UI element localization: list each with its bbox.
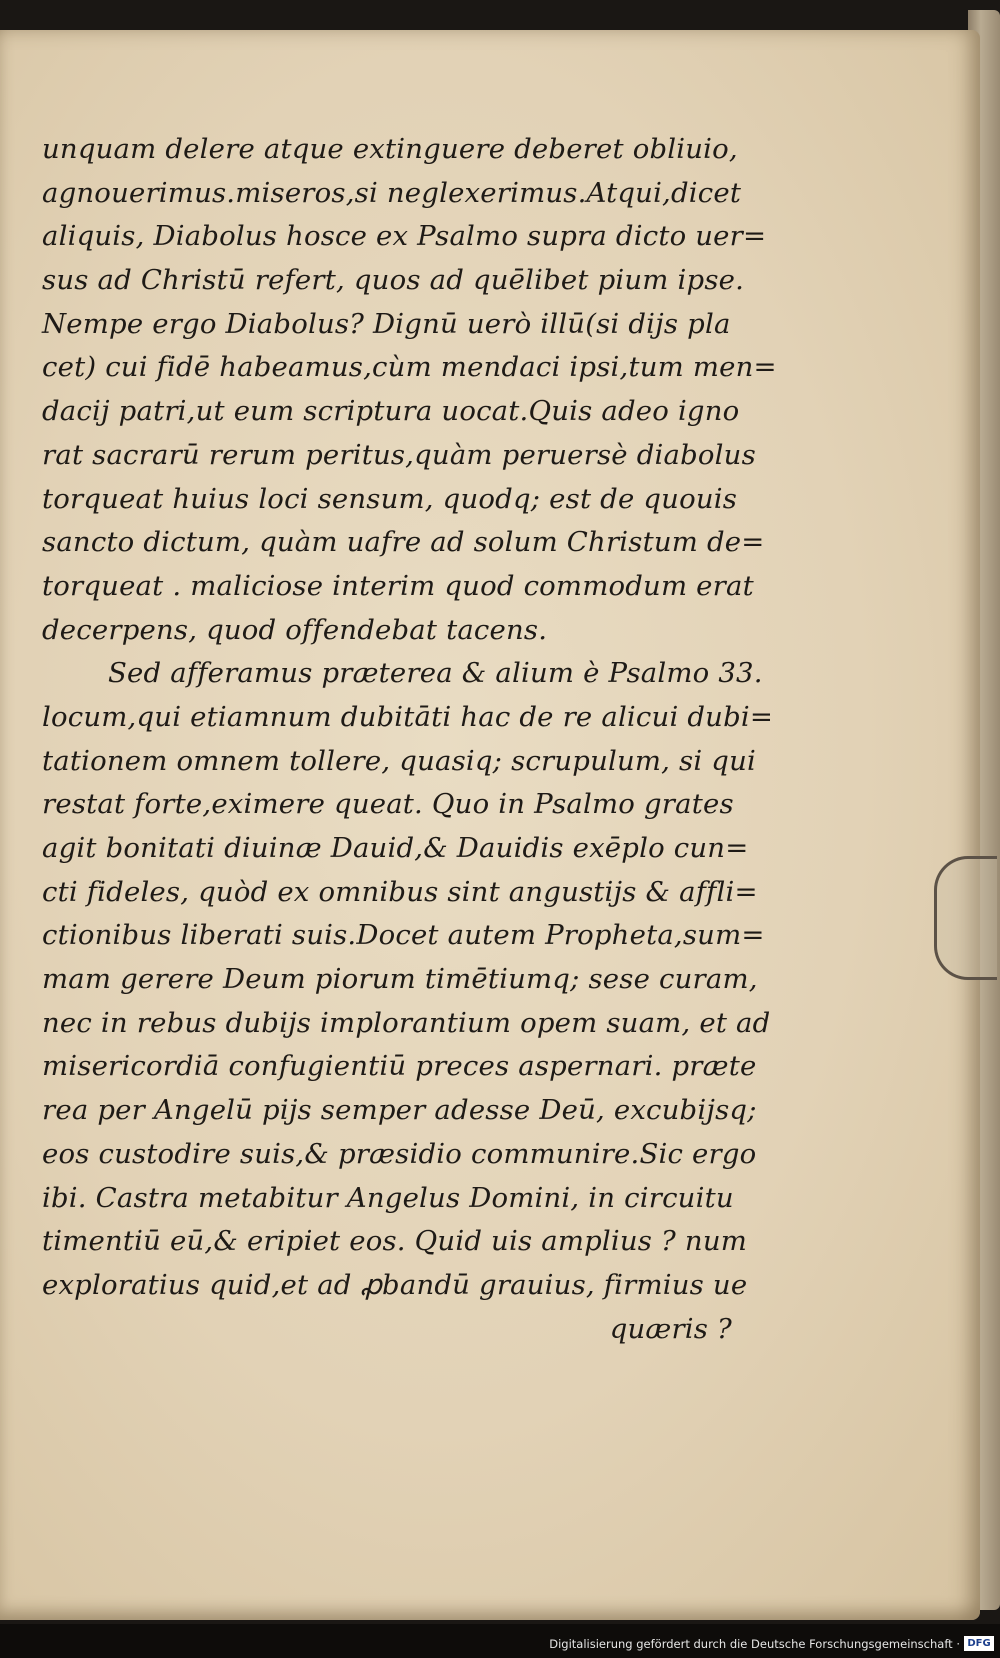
text-line: tationem omnem tollere, quasiq; scrupulum, si qui bbox=[42, 744, 757, 777]
text-line: nec in rebus dubijs implorantium opem suam, et ad bbox=[42, 1006, 771, 1039]
funding-credit: Digitalisierung gefördert durch die Deutsche Forschungsgemeinschaft · bbox=[549, 1637, 960, 1651]
text-line: dacij patri,ut eum scriptura uocat.Quis adeo igno bbox=[42, 395, 740, 428]
text-line: torqueat . maliciose interim quod commodum erat bbox=[42, 569, 754, 602]
text-line: aliquis, Diabolus hosce ex Psalmo supra dicto uer= bbox=[42, 220, 767, 253]
digitization-footer bbox=[0, 1624, 1000, 1658]
text-line: rea per Angelū pijs semper adesse Deū, excubijsq; bbox=[42, 1094, 757, 1127]
text-line: misericordiā confugientiū preces aspernari. præte bbox=[42, 1050, 757, 1083]
text-line: torqueat huius loci sensum, quodq; est de quouis bbox=[42, 482, 738, 515]
book-clasp bbox=[934, 856, 997, 980]
text-line: restat forte,eximere queat. Quo in Psalmo grates bbox=[42, 788, 734, 821]
text-line: agit bonitati diuinæ Dauid,& Dauidis exēplo cun= bbox=[42, 832, 749, 864]
text-line: ctionibus liberati suis.Docet autem Propheta,sum= bbox=[42, 919, 765, 952]
text-line: sus ad Christū refert, quos ad quēlibet pium ipse. bbox=[42, 264, 745, 297]
page-text bbox=[42, 128, 777, 1351]
text-line: exploratius quid,et ad ꝓbandū grauius, firmius ue bbox=[42, 1268, 748, 1301]
text-line: cet) cui fidē habeamus,cùm mendaci ipsi,tum men= bbox=[42, 351, 777, 384]
text-line: agnouerimus.miseros,si neglexerimus.Atqui,dicet bbox=[42, 176, 742, 209]
text-line: eos custodire suis,& præsidio communire.Sic ergo bbox=[42, 1137, 757, 1170]
text-line: Nempe ergo Diabolus? Dignū uerò illū(si dijs pla bbox=[42, 307, 731, 340]
text-line: cti fideles, quòd ex omnibus sint angustijs & affli= bbox=[42, 875, 758, 908]
catchword: quæris ? bbox=[609, 1312, 732, 1345]
text-line: rat sacrarū rerum peritus,quàm peruersè diabolus bbox=[42, 438, 756, 471]
text-line: unquam delere atque extinguere deberet obliuio, bbox=[42, 133, 738, 165]
paragraph-start-line: Sed afferamus præterea & alium è Psalmo 33. bbox=[108, 657, 763, 690]
text-line: sancto dictum, quàm uafre ad solum Christum de= bbox=[42, 526, 765, 559]
dfg-logo-icon: DFG bbox=[964, 1636, 994, 1651]
text-line: decerpens, quod offendebat tacens. bbox=[42, 613, 548, 646]
text-line: locum,qui etiamnum dubitāti hac de re alicui dubi= bbox=[42, 700, 774, 733]
text-line: timentiū eū,& eripiet eos. Quid uis amplius ? num bbox=[42, 1225, 748, 1258]
text-line: mam gerere Deum piorum timētiumq; sese curam, bbox=[42, 963, 758, 996]
text-line: ibi. Castra metabitur Angelus Domini, in circuitu bbox=[42, 1181, 734, 1214]
